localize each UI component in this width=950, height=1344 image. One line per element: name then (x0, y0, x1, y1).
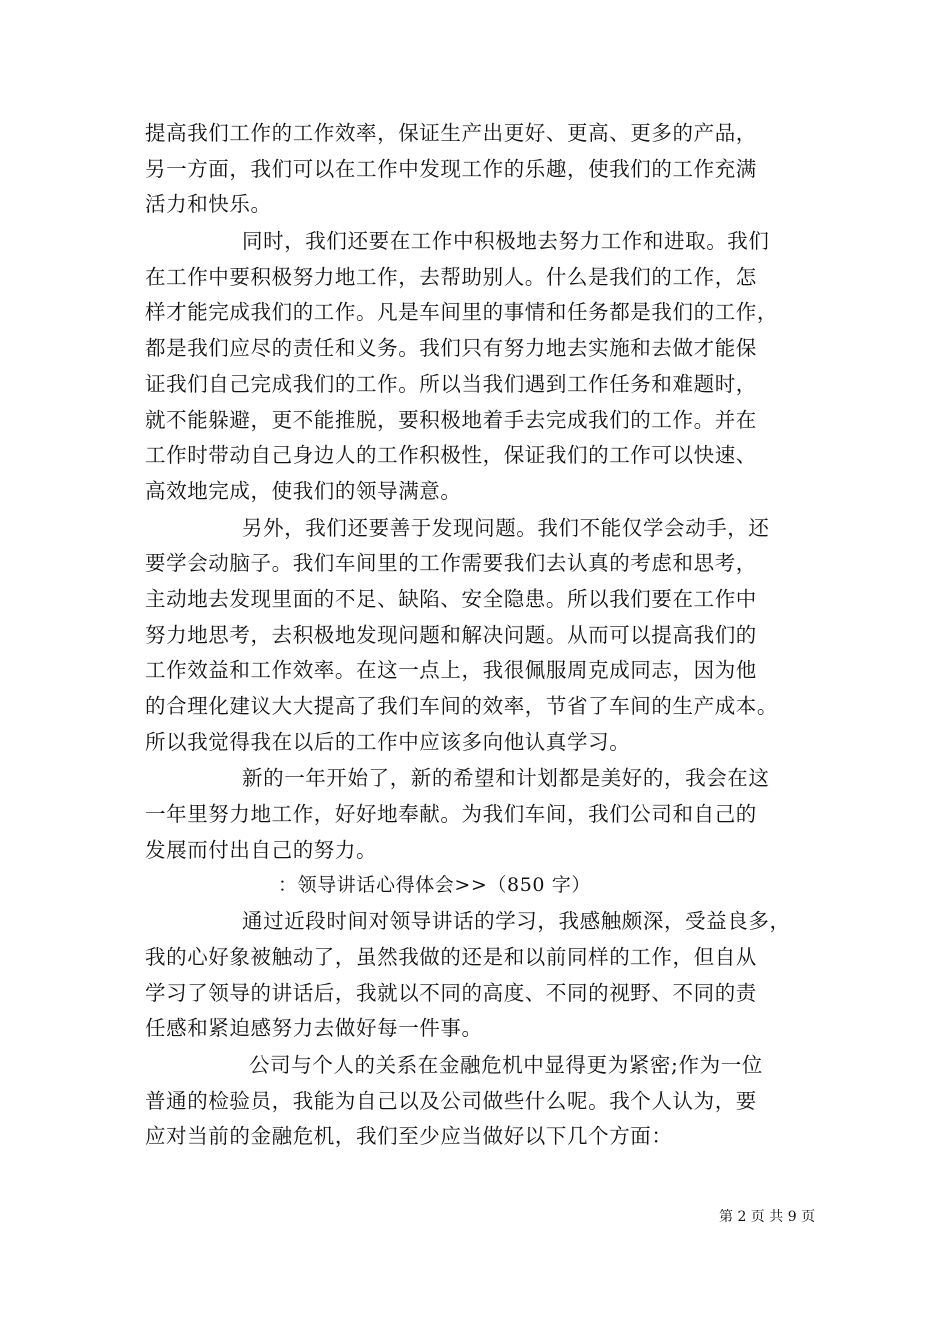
text-line: 公司与个人的关系在金融危机中显得更为紧密;作为一位 (249, 1052, 763, 1077)
text-line: 同时，我们还要在工作中积极地去努力工作和进取。我们 (242, 229, 770, 254)
section-heading: ：领导讲话心得体会>>（850 字） (278, 874, 591, 897)
text-line: 发展而付出自己的努力。 (145, 837, 378, 862)
paragraph (145, 224, 825, 510)
text-line: 另外，我们还要善于发现问题。我们不能仅学会动手，还 (242, 515, 770, 540)
text-line: 我的心好象被触动了，虽然我做的还是和以前同样的工作，但自从 (145, 944, 757, 969)
text-line: 工作效益和工作效率。在这一点上，我很佩服周克成同志，因为他 (145, 658, 757, 683)
text-line: 工作时带动自己身边人的工作积极性，保证我们的工作可以快速、 (145, 443, 757, 468)
paragraph (145, 511, 825, 761)
text-line: 通过近段时间对领导讲话的学习，我感触颇深，受益良多， (242, 909, 791, 934)
text-line: 证我们自己完成我们的工作。所以当我们遇到工作任务和难题时， (145, 371, 757, 396)
paragraph (145, 904, 825, 1047)
text-line: 要学会动脑子。我们车间里的工作需要我们去认真的考虑和思考， (145, 551, 757, 576)
text-line: 样才能完成我们的工作。凡是车间里的事情和任务都是我们的工作， (145, 300, 778, 325)
text-line: 主动地去发现里面的不足、缺陷、安全隐患。所以我们要在工作中 (145, 586, 757, 611)
text-line: 高效地完成，使我们的领导满意。 (145, 478, 462, 503)
text-line: 提高我们工作的工作效率，保证生产出更好、更高、更多的产品， (145, 121, 757, 145)
text-line: 活力和快乐。 (145, 192, 272, 217)
text-line: 学习了领导的讲话后，我就以不同的高度、不同的视野、不同的责 (145, 980, 757, 1005)
text-line: 新的一年开始了，新的希望和计划都是美好的，我会在这 (242, 766, 770, 791)
text-line: 努力地思考，去积极地发现问题和解决问题。从而可以提高我们的 (145, 622, 757, 647)
page-number: 第 2 页 共 9 页 (719, 1209, 816, 1225)
text-line: 都是我们应尽的责任和义务。我们只有努力地去实施和去做才能保 (145, 336, 757, 361)
text-line: 任感和紧迫感努力去做好每一件事。 (145, 1016, 483, 1041)
text-line: 应对当前的金融危机，我们至少应当做好以下几个方面： (145, 1124, 673, 1149)
paragraph (145, 116, 825, 223)
paragraph (145, 1048, 825, 1155)
text-line: 在工作中要积极努力地工作，去帮助别人。什么是我们的工作，怎 (145, 264, 757, 289)
text-line: 普通的检验员，我能为自己以及公司做些什么呢。我个人认为，要 (145, 1088, 757, 1113)
text-line: 就不能躲避，更不能推脱，要积极地着手去完成我们的工作。并在 (145, 407, 757, 432)
text-line: 一年里努力地工作，好好地奉献。为我们车间，我们公司和自己的 (145, 802, 757, 827)
paragraph (145, 761, 825, 868)
document-body (145, 116, 825, 1155)
text-line: 另一方面，我们可以在工作中发现工作的乐趣，使我们的工作充满 (145, 156, 757, 181)
text-line: 所以我觉得我在以后的工作中应该多向他认真学习。 (145, 729, 631, 754)
text-line: 的合理化建议大大提高了我们车间的效率，节省了车间的生产成本。 (145, 694, 778, 718)
